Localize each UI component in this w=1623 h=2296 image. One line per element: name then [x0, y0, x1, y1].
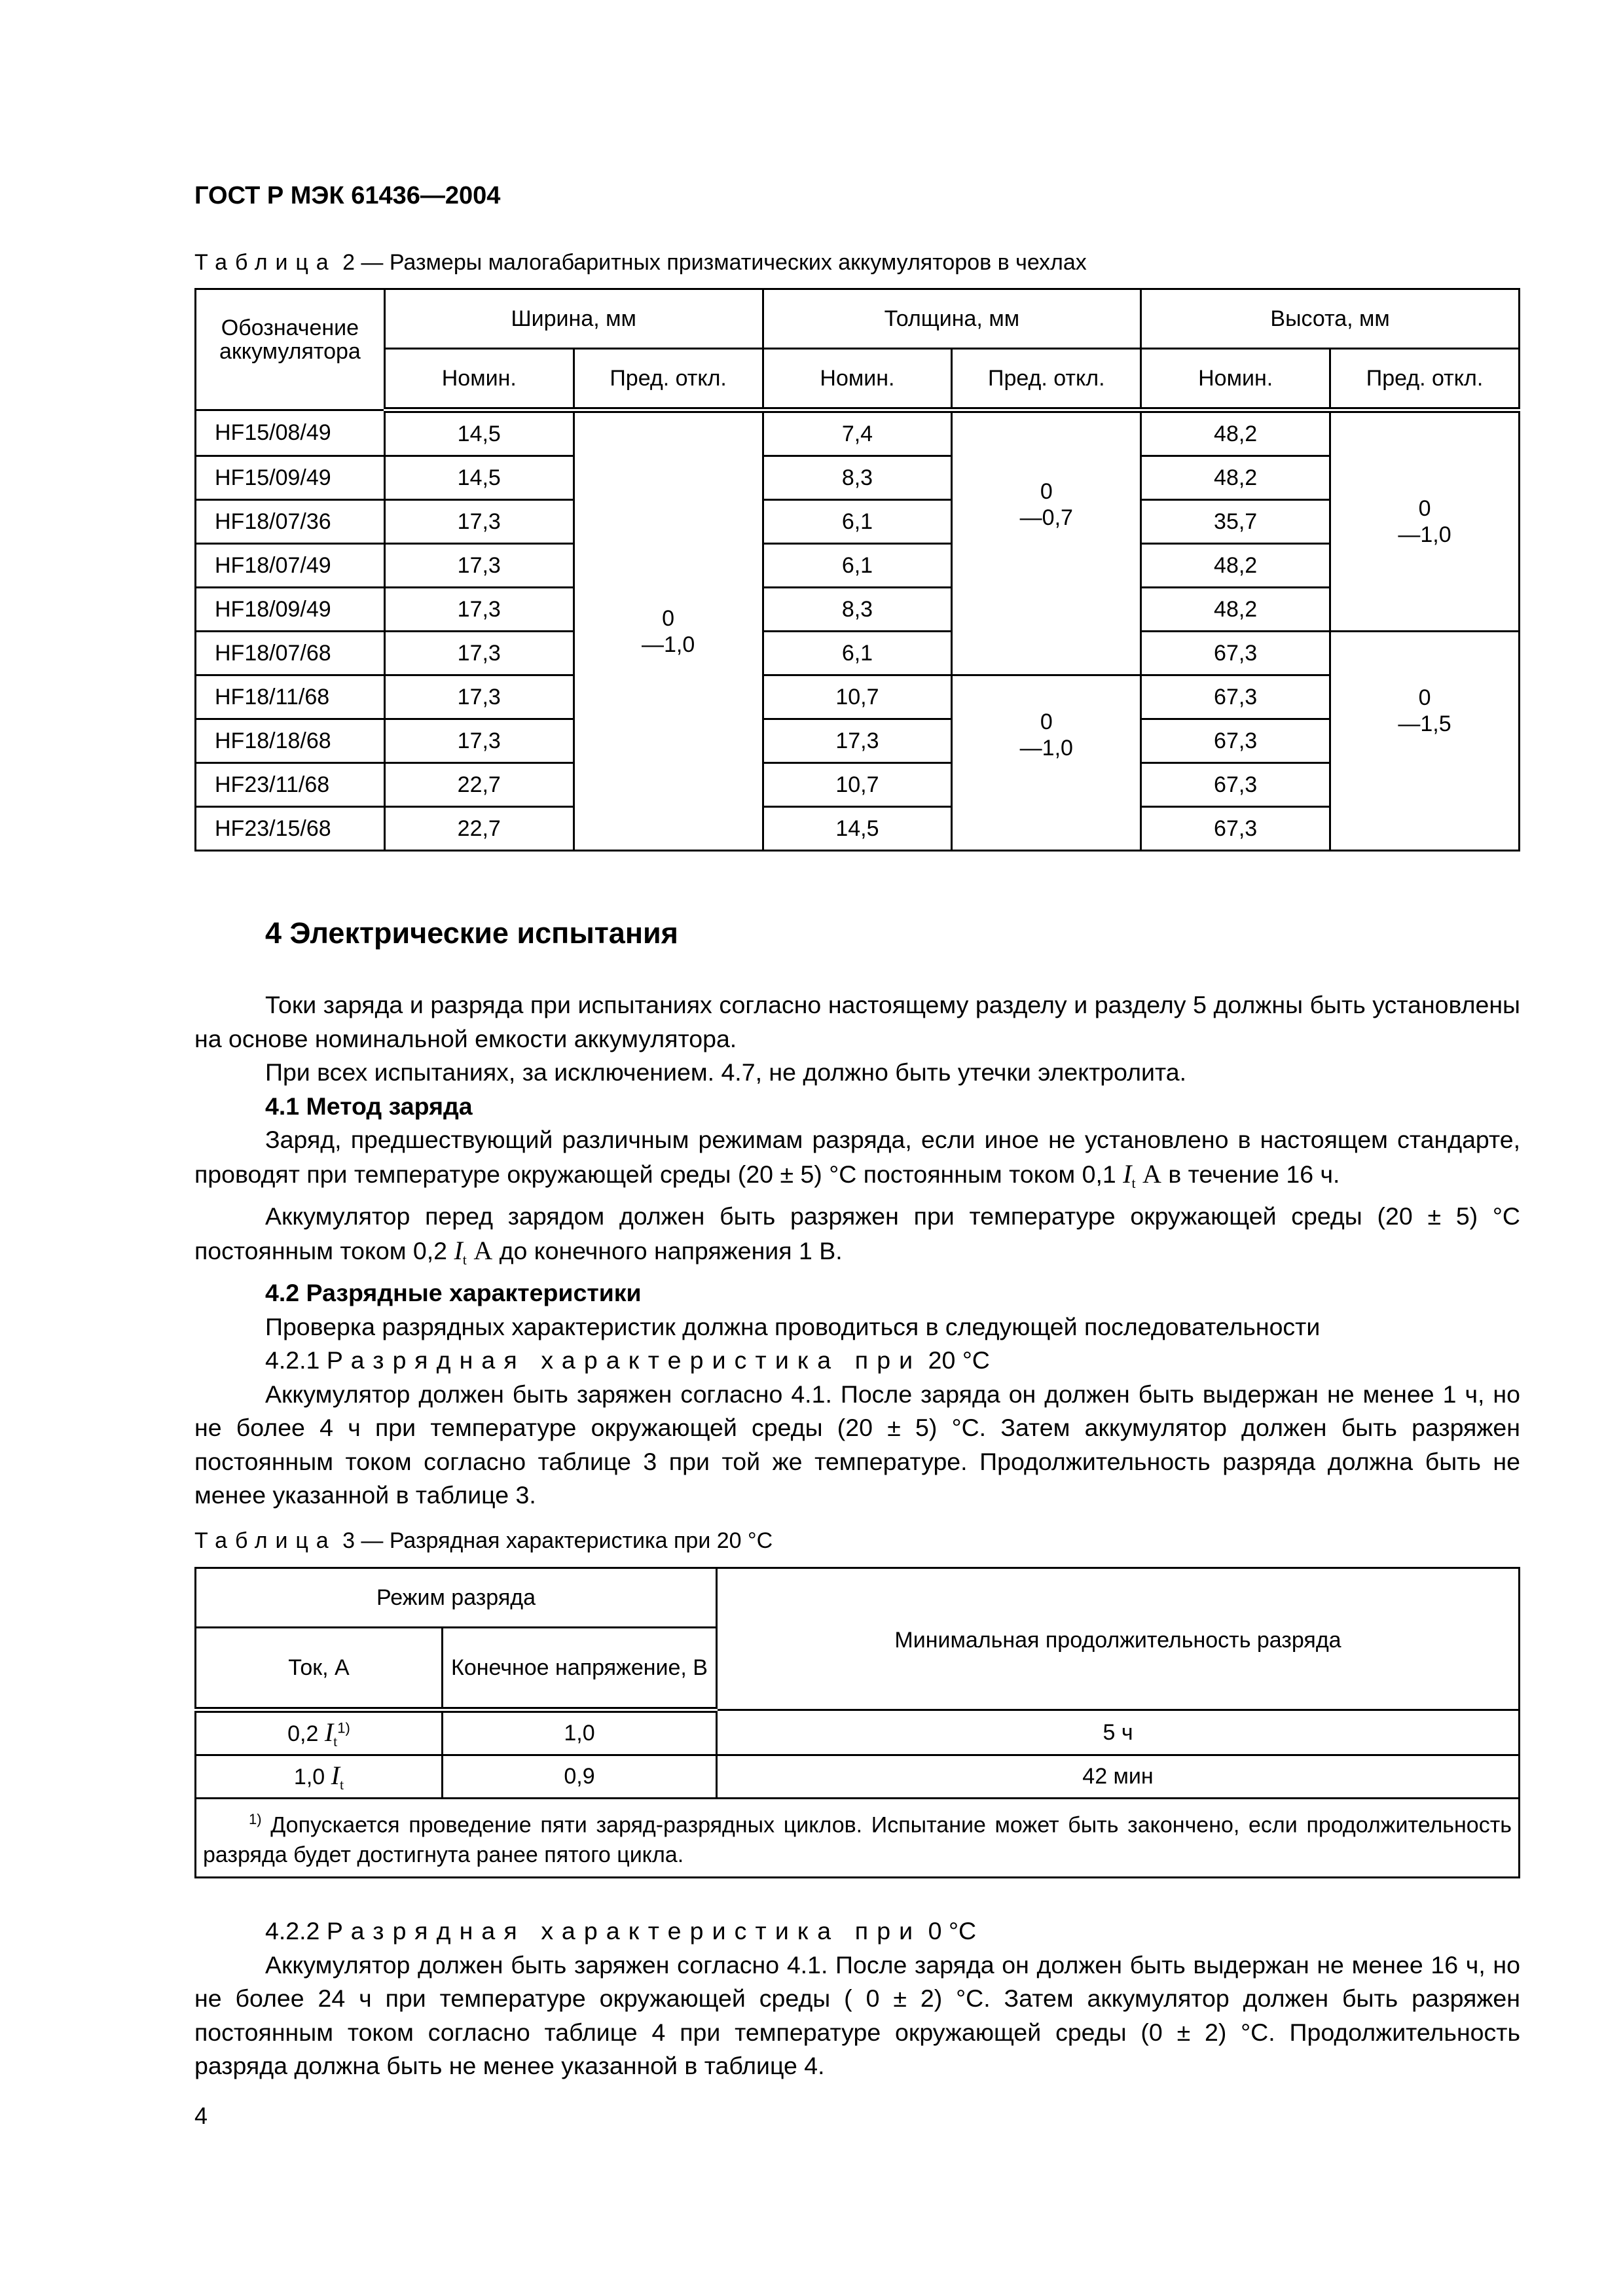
footnote-text: Допускается проведение пяти заряд-разрядных циклов. Испытание может быть закончено, если продолжительность разряда будет достигнута ранее пятого цикла. — [203, 1812, 1512, 1868]
cell-duration: 5 ч — [717, 1710, 1520, 1755]
table-3 — [194, 1567, 1520, 1878]
cell-height: 67,3 — [1141, 632, 1330, 675]
text: до конечного напряжения 1 В. — [492, 1236, 843, 1265]
header-thickness: Толщина, мм — [763, 289, 1141, 349]
caption-word: Таблица — [194, 250, 337, 275]
tol-lower: —1,5 — [1398, 711, 1451, 736]
subsection-4-1-heading: 4.1 Метод заряда — [265, 1092, 473, 1120]
caption-word: Таблица — [194, 1528, 337, 1553]
header-nominal: Номин. — [763, 349, 952, 410]
cell-thickness: 6,1 — [763, 632, 952, 675]
cell-height: 35,7 — [1141, 500, 1330, 544]
table-3-caption — [194, 1528, 773, 1554]
cell-designation: HF23/15/68 — [196, 807, 385, 851]
section-4-2-2 — [194, 1914, 1520, 2083]
symbol-I: I — [454, 1235, 463, 1265]
cell-designation: HF15/09/49 — [196, 456, 385, 500]
cell-designation: HF18/11/68 — [196, 675, 385, 719]
table-2-caption — [194, 250, 1087, 276]
header-nominal: Номин. — [384, 349, 574, 410]
table-row — [196, 1710, 1520, 1755]
cell-thickness-tolerance — [952, 410, 1141, 675]
cell-width: 17,3 — [384, 544, 574, 588]
table-row — [196, 807, 1520, 851]
subsection-4-2-1-heading — [194, 1344, 1520, 1378]
num: 4.2.2 — [265, 1917, 327, 1945]
cell-width: 17,3 — [384, 632, 574, 675]
cell-thickness: 10,7 — [763, 763, 952, 807]
subsection-4-2-2-heading — [194, 1914, 1520, 1948]
tol-upper: 0 — [662, 605, 675, 631]
header-width: Ширина, мм — [384, 289, 763, 349]
temp: 0 °С — [921, 1917, 977, 1945]
title: Разрядная характеристика при — [326, 1917, 922, 1945]
table-row — [196, 1755, 1520, 1799]
symbol-I: I — [331, 1761, 340, 1790]
text: Аккумулятор перед зарядом должен быть разряжен при температуре окружающей среды (20 ± 5) °С постоянным током 0,2 — [194, 1202, 1520, 1265]
value: 0,2 — [287, 1721, 325, 1746]
page-number: 4 — [194, 2102, 208, 2129]
tol-lower: —1,0 — [1019, 736, 1073, 761]
unit-A: А — [1142, 1158, 1161, 1189]
caption-text: 3 — Разрядная характеристика при 20 °С — [336, 1528, 773, 1553]
cell-width: 17,3 — [384, 675, 574, 719]
cell-voltage: 1,0 — [443, 1710, 717, 1755]
value: 1,0 — [293, 1765, 331, 1789]
cell-designation: HF18/07/36 — [196, 500, 385, 544]
header-tolerance: Пред. откл. — [574, 349, 763, 410]
tol-upper: 0 — [1418, 496, 1431, 521]
paragraph: Аккумулятор должен быть заряжен согласно 4.1. После заряда он должен быть выдержан не менее 16 ч, но не более 24 ч при температуре окружающей среды ( 0 ± 2) °С. Затем аккумулятор должен быть разряжен постоянным током согласно таблице 4 при температуре окружающей среды (0 ± 2) °С. Продолжительность разряда должна быть не менее указанной в таблице 4. — [194, 1950, 1520, 2079]
title: Разрядная характеристика при — [326, 1346, 922, 1374]
temp: 20 °С — [921, 1346, 990, 1374]
cell-width-tolerance — [574, 410, 763, 851]
cell-designation: HF15/08/49 — [196, 410, 385, 456]
table-row — [196, 500, 1520, 544]
footnote-mark: 1) — [249, 1811, 262, 1827]
cell-width: 14,5 — [384, 456, 574, 500]
tol-upper: 0 — [1040, 479, 1053, 504]
cell-thickness: 6,1 — [763, 500, 952, 544]
header-current: Ток, А — [196, 1628, 443, 1710]
subsection-4-2-heading: 4.2 Разрядные характеристики — [265, 1279, 642, 1306]
cell-height: 48,2 — [1141, 410, 1330, 456]
cell-designation: HF18/18/68 — [196, 719, 385, 763]
cell-width: 17,3 — [384, 588, 574, 632]
tol-lower: —1,0 — [1398, 522, 1451, 547]
cell-thickness: 6,1 — [763, 544, 952, 588]
paragraph — [194, 1200, 1520, 1276]
table-row — [196, 763, 1520, 807]
symbol-I: I — [324, 1717, 334, 1747]
section-4-heading: 4 Электрические испытания — [265, 916, 678, 950]
paragraph: При всех испытаниях, за исключением. 4.7, не должно быть утечки электролита. — [265, 1058, 1187, 1086]
cell-duration: 42 мин — [717, 1755, 1520, 1799]
cell-thickness-tolerance — [952, 675, 1141, 851]
paragraph: Аккумулятор должен быть заряжен согласно 4.1. После заряда он должен быть выдержан не менее 1 ч, но не более 4 ч при температуре окружающей среды (20 ± 5) °С. Затем аккумулятор должен быть разряжен постоянным током согласно таблице 3 при той же температуре. Продолжительность разряда должна быть не менее указанной в таблице 3. — [194, 1380, 1520, 1509]
document-id: ГОСТ Р МЭК 61436—2004 — [194, 182, 501, 209]
header-min-duration: Минимальная продолжительность разряда — [717, 1568, 1520, 1710]
table-row — [196, 456, 1520, 500]
cell-width: 22,7 — [384, 807, 574, 851]
cell-height: 67,3 — [1141, 719, 1330, 763]
header-tolerance: Пред. откл. — [952, 349, 1141, 410]
cell-height: 67,3 — [1141, 763, 1330, 807]
symbol-subscript: t — [462, 1251, 467, 1268]
footnote-ref: 1) — [337, 1719, 350, 1736]
table-row — [196, 588, 1520, 632]
cell-current — [196, 1755, 443, 1799]
table-footnote — [196, 1799, 1520, 1878]
cell-width: 14,5 — [384, 410, 574, 456]
cell-height: 67,3 — [1141, 807, 1330, 851]
cell-thickness: 17,3 — [763, 719, 952, 763]
header-tolerance: Пред. откл. — [1330, 349, 1520, 410]
tol-lower: —1,0 — [641, 632, 695, 657]
cell-height: 48,2 — [1141, 588, 1330, 632]
cell-current — [196, 1710, 443, 1755]
text: Заряд, предшествующий различным режимам разряда, если иное не установлено в настоящем стандарте, проводят при температуре окружающей среды (20 ± 5) °С постоянным током 0,1 — [194, 1126, 1520, 1188]
cell-thickness: 14,5 — [763, 807, 952, 851]
cell-height-tolerance — [1330, 632, 1520, 851]
cell-height: 48,2 — [1141, 456, 1330, 500]
header-designation: Обозначение аккумулятора — [196, 289, 385, 410]
table-row — [196, 632, 1520, 675]
cell-height-tolerance — [1330, 410, 1520, 632]
caption-text: 2 — Размеры малогабаритных призматических аккумуляторов в чехлах — [336, 250, 1087, 275]
paragraph: Проверка разрядных характеристик должна проводиться в следующей последовательности — [265, 1312, 1321, 1340]
section-4-body — [194, 988, 1520, 1513]
symbol-subscript: t — [333, 1733, 338, 1749]
tol-upper: 0 — [1418, 685, 1431, 710]
cell-thickness: 8,3 — [763, 456, 952, 500]
table-row — [196, 719, 1520, 763]
cell-width: 17,3 — [384, 500, 574, 544]
cell-height: 67,3 — [1141, 675, 1330, 719]
symbol-subscript: t — [1131, 1174, 1136, 1191]
table-row — [196, 410, 1520, 456]
symbol-I: I — [1123, 1158, 1132, 1189]
cell-designation: HF18/09/49 — [196, 588, 385, 632]
cell-height: 48,2 — [1141, 544, 1330, 588]
cell-designation: HF18/07/49 — [196, 544, 385, 588]
header-end-voltage: Конечное напряжение, В — [443, 1628, 717, 1710]
paragraph: Токи заряда и разряда при испытаниях согласно настоящему разделу и разделу 5 должны быть установлены на основе номинальной емкости аккумулятора. — [194, 991, 1520, 1052]
num: 4.2.1 — [265, 1346, 327, 1374]
symbol-subscript: t — [339, 1776, 344, 1793]
cell-voltage: 0,9 — [443, 1755, 717, 1799]
header-nominal: Номин. — [1141, 349, 1330, 410]
cell-thickness: 8,3 — [763, 588, 952, 632]
paragraph — [194, 1123, 1520, 1200]
table-row — [196, 544, 1520, 588]
table-2 — [194, 288, 1520, 852]
tol-lower: —0,7 — [1019, 505, 1073, 530]
cell-thickness: 10,7 — [763, 675, 952, 719]
table-row — [196, 675, 1520, 719]
tol-upper: 0 — [1040, 709, 1053, 734]
header-discharge-mode: Режим разряда — [196, 1568, 717, 1628]
cell-width: 17,3 — [384, 719, 574, 763]
cell-width: 22,7 — [384, 763, 574, 807]
cell-thickness: 7,4 — [763, 410, 952, 456]
cell-designation: HF23/11/68 — [196, 763, 385, 807]
text: в течение 16 ч. — [1161, 1160, 1340, 1188]
unit-A: А — [473, 1235, 493, 1265]
cell-designation: HF18/07/68 — [196, 632, 385, 675]
header-height: Высота, мм — [1141, 289, 1520, 349]
